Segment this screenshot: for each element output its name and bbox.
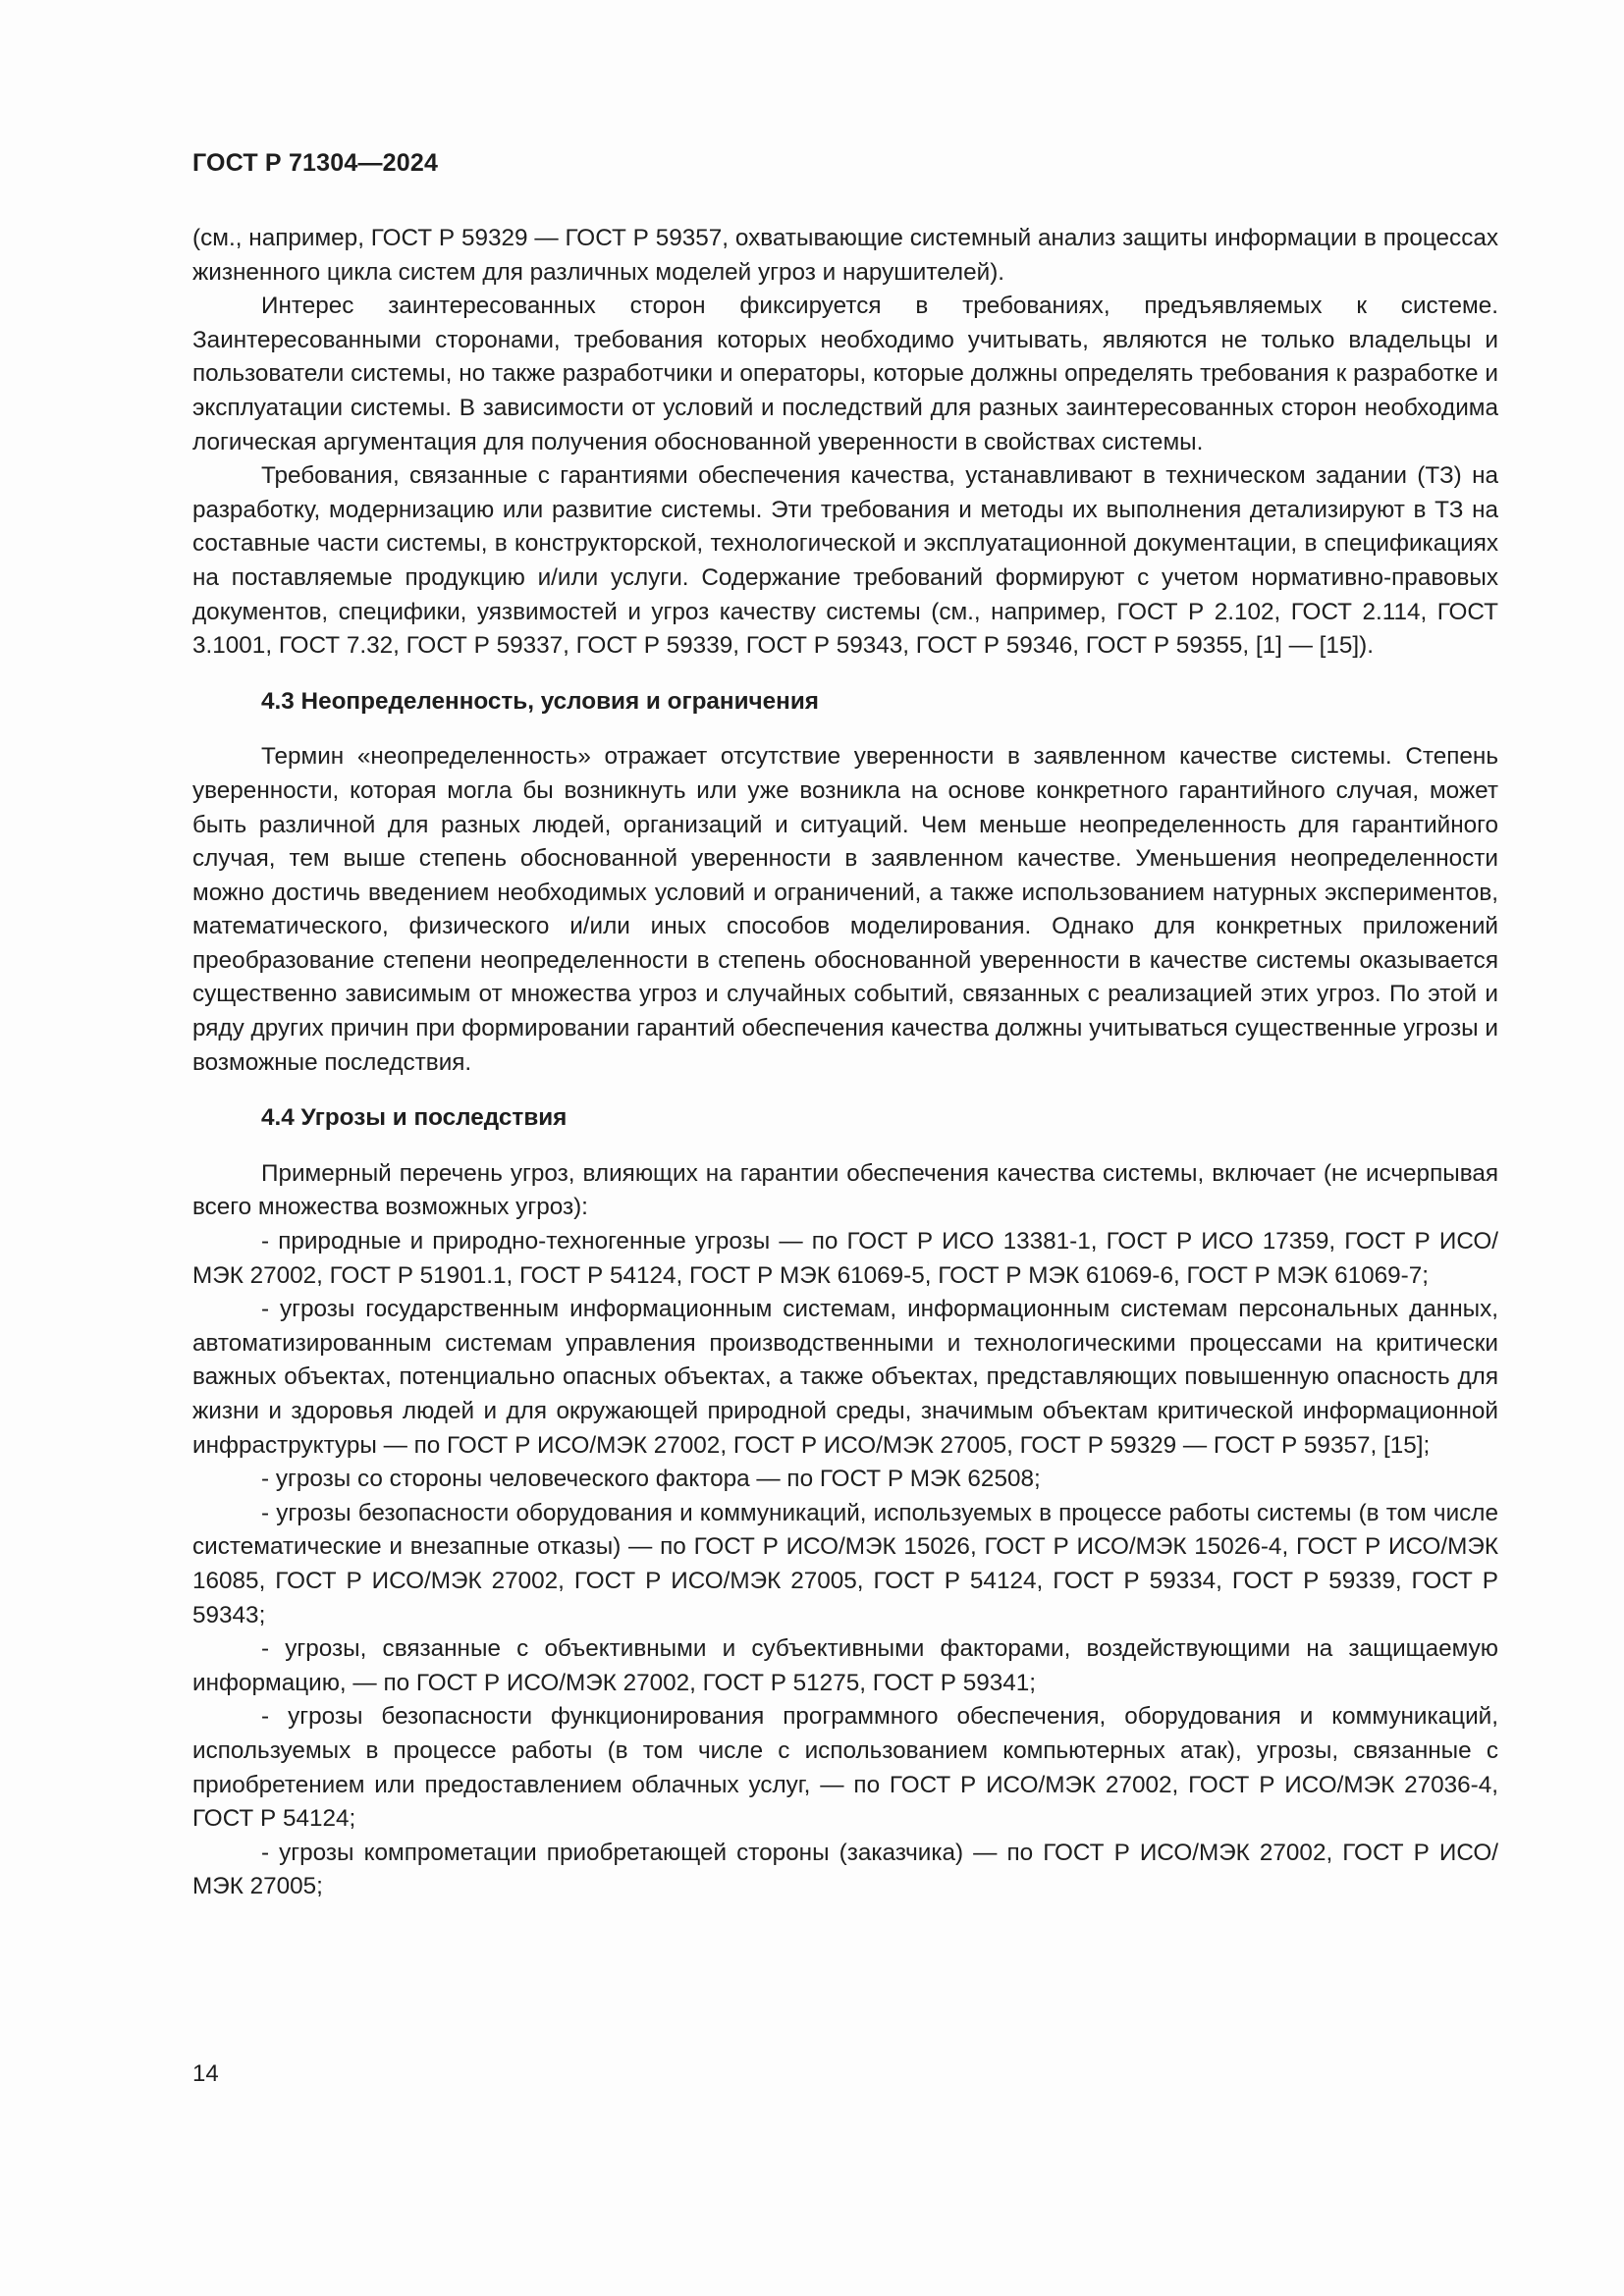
document-body — [192, 222, 1498, 1904]
section-heading-4-3: 4.3 Неопределенность, условия и ограничения — [261, 687, 819, 715]
list-item: - угрозы со стороны человеческого фактора — по ГОСТ Р МЭК 62508; — [261, 1466, 1041, 1493]
paragraph: (см., например, ГОСТ Р 59329 — ГОСТ Р 59357, охватывающие системный анализ защиты информации в процессах жизненного цикла систем для различных моделей угроз и нарушителей). — [192, 225, 1498, 286]
list-item: - угрозы безопасности функционирования программного обеспечения, оборудования и коммуникаций, используемых в процессе работы (в том числе с использованием компьютерных атак), угрозы, связанные с приобретением или предоставлением облачных услуг, — по ГОСТ Р ИСО/МЭК 27002, ГОСТ Р ИСО/МЭК 27036-4, ГОСТ Р 54124; — [192, 1703, 1498, 1833]
paragraph: Термин «неопределенность» отражает отсутствие уверенности в заявленном качестве системы. Степень уверенности, которая могла бы возникнуть или уже возникла на основе конкретного гарантийного случая, может быть различной для разных людей, организаций и ситуаций. Чем меньше неопределенность для гарантийного случая, тем выше степень обоснованной уверенности в заявленном качестве. Уменьшения неопределенности можно достичь введением необходимых условий и ограничений, а также использованием натурных экспериментов, математического, физического и/или иных способов моделирования. Однако для конкретных приложений преобразование степени неопределенности в степень обоснованной уверенности в качестве системы оказывается существенно зависимым от множества угроз и случайных событий, связанных с реализацией этих угроз. По этой и ряду других причин при формировании гарантий обеспечения качества должны учитываться существенные угрозы и возможные последствия. — [192, 743, 1498, 1076]
page-number: 14 — [192, 2060, 219, 2087]
paragraph: Требования, связанные с гарантиями обеспечения качества, устанавливают в техническом задании (ТЗ) на разработку, модернизацию или развитие системы. Эти требования и методы их выполнения детализируют в ТЗ на составные части системы, в конструкторской, технологической и эксплуатационной документации, в спецификациях на поставляемые продукцию и/или услуги. Содержание требований формируют с учетом нормативно-правовых документов, специфики, уязвимостей и угроз качеству системы (см., например, ГОСТ Р 2.102, ГОСТ 2.114, ГОСТ 3.1001, ГОСТ 7.32, ГОСТ Р 59337, ГОСТ Р 59339, ГОСТ Р 59343, ГОСТ Р 59346, ГОСТ Р 59355, [1] — [15]). — [192, 462, 1498, 660]
list-item: - угрозы безопасности оборудования и коммуникаций, используемых в процессе работы системы (в том числе систематические и внезапные отказы) — по ГОСТ Р ИСО/МЭК 15026, ГОСТ Р ИСО/МЭК 15026-4, ГОСТ Р ИСО/МЭК 16085, ГОСТ Р ИСО/МЭК 27002, ГОСТ Р ИСО/МЭК 27005, ГОСТ Р 54124, ГОСТ Р 59334, ГОСТ Р 59339, ГОСТ Р 59343; — [192, 1499, 1498, 1629]
list-item: - угрозы, связанные с объективными и субъективными факторами, воздействующими на защищаемую информацию, — по ГОСТ Р ИСО/МЭК 27002, ГОСТ Р 51275, ГОСТ Р 59341; — [192, 1635, 1498, 1696]
section-heading-4-4: 4.4 Угрозы и последствия — [261, 1104, 568, 1132]
document-header: ГОСТ Р 71304—2024 — [192, 149, 439, 177]
list-item: - угрозы государственным информационным системам, информационным системам персональных данных, автоматизированным системам управления производственными и технологическими процессами на критически важных объектах, потенциально опасных объектах, а также объектах, представляющих повышенную опасность для жизни и здоровья людей и для окружающей природной среды, значимым объектам критической информационной инфраструктуры — по ГОСТ Р ИСО/МЭК 27002, ГОСТ Р ИСО/МЭК 27005, ГОСТ Р 59329 — ГОСТ Р 59357, [15]; — [192, 1296, 1498, 1459]
list-item: - природные и природно-техногенные угрозы — по ГОСТ Р ИСО 13381-1, ГОСТ Р ИСО 17359, ГОСТ Р ИСО/МЭК 27002, ГОСТ Р 51901.1, ГОСТ Р 54124, ГОСТ Р МЭК 61069-5, ГОСТ Р МЭК 61069-6, ГОСТ Р МЭК 61069-7; — [192, 1228, 1498, 1289]
paragraph: Интерес заинтересованных сторон фиксируется в требованиях, предъявляемых к системе. Заинтересованными сторонами, требования которых необходимо учитывать, являются не только владельцы и пользователи системы, но также разработчики и операторы, которые должны определять требования к разработке и эксплуатации системы. В зависимости от условий и последствий для разных заинтересованных сторон необходима логическая аргументация для получения обоснованной уверенности в свойствах системы. — [192, 293, 1498, 455]
list-item: - угрозы компрометации приобретающей стороны (заказчика) — по ГОСТ Р ИСО/МЭК 27002, ГОСТ Р ИСО/МЭК 27005; — [192, 1839, 1498, 1900]
paragraph: Примерный перечень угроз, влияющих на гарантии обеспечения качества системы, включает (не исчерпывая всего множества возможных угроз): — [192, 1159, 1498, 1221]
